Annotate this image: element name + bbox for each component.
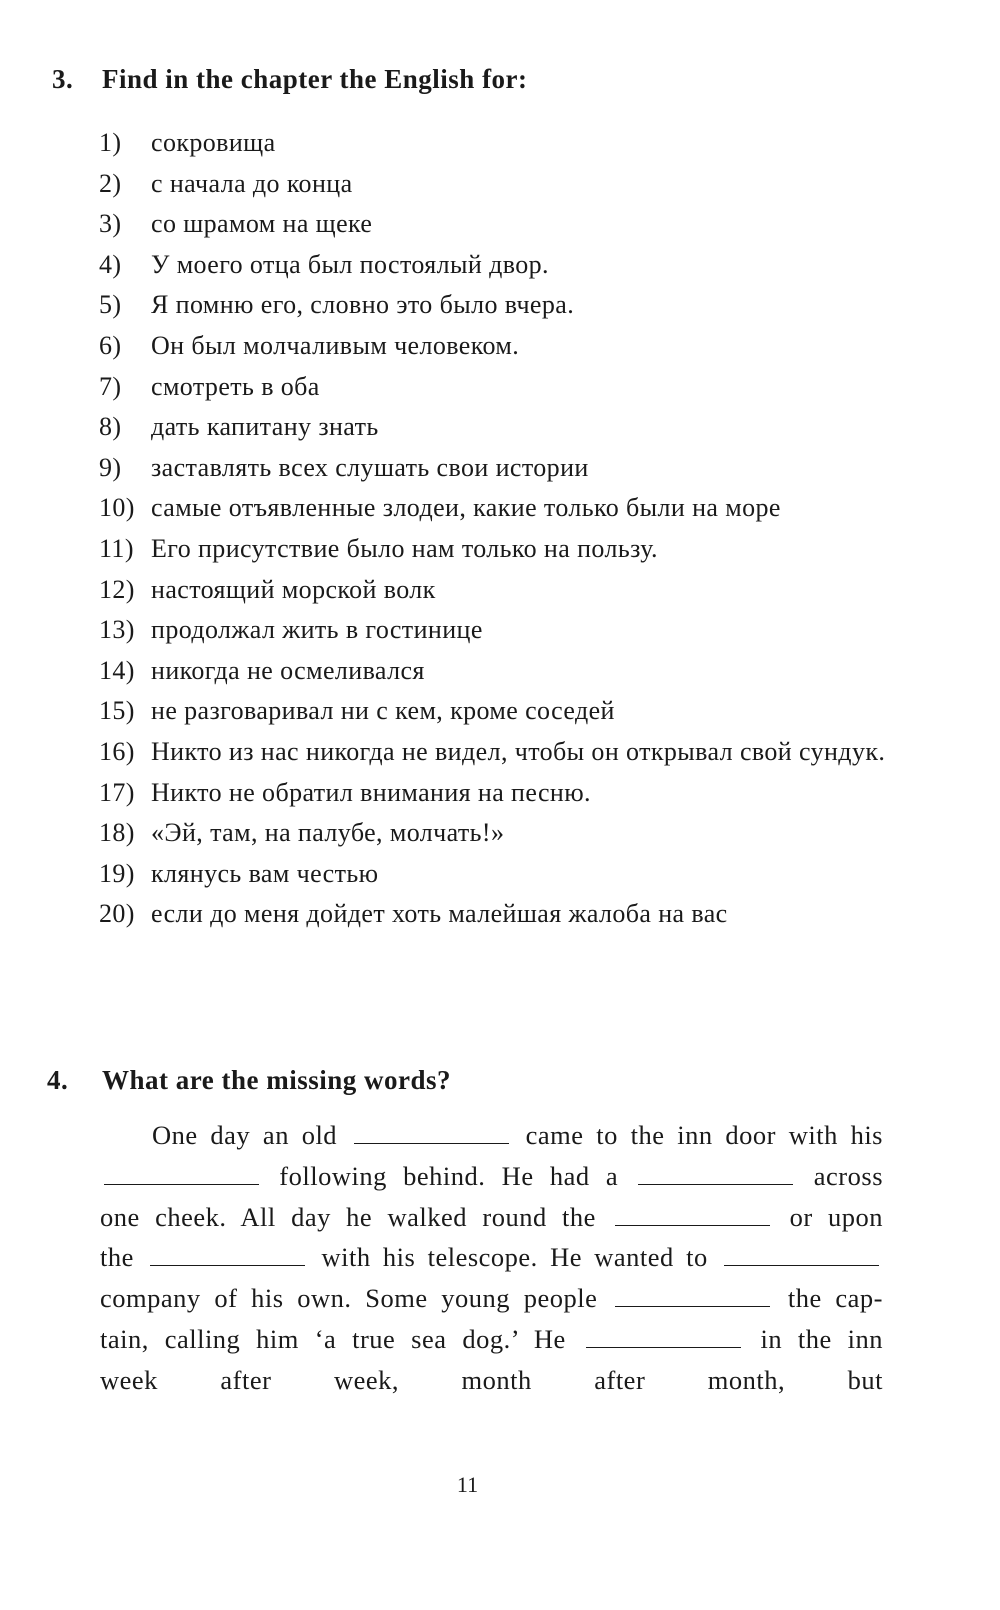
blank-line — [354, 1123, 509, 1144]
list-item — [99, 326, 889, 367]
item-text: клянусь вам честью — [151, 858, 379, 888]
item-text: «Эй, там, на палубе, молчать!» — [151, 818, 505, 848]
item-number: 1) — [99, 128, 122, 157]
list-item — [99, 245, 889, 286]
item-number: 20) — [99, 899, 135, 929]
list-item — [99, 894, 889, 935]
item-text: Никто из нас никогда не видел, чтобы он открывал свой сундук. — [151, 736, 886, 766]
item-text: с начала до конца — [151, 168, 353, 198]
list-item — [99, 610, 889, 651]
blank-line — [586, 1327, 741, 1348]
list-item — [99, 488, 889, 529]
blank-line — [104, 1164, 259, 1185]
item-number: 8) — [99, 412, 122, 442]
exercise-4-title: What are the missing words? — [102, 1065, 452, 1095]
item-text: со шрамом на щеке — [151, 209, 373, 239]
list-item — [99, 204, 889, 245]
item-number: 16) — [99, 736, 135, 766]
list-item — [99, 854, 889, 895]
item-number: 12) — [99, 574, 135, 604]
item-number: 17) — [99, 777, 135, 807]
item-text: никогда не осмеливался — [151, 655, 425, 685]
cloze-text: in the inn week after week, month after month, but — [100, 1323, 884, 1395]
item-number: 3) — [99, 209, 122, 239]
list-item — [99, 285, 889, 326]
cloze-text: the cap-tain, calling him ‘a true sea dog.’ He — [100, 1283, 884, 1354]
list-item — [99, 448, 889, 489]
item-text: сокровища — [151, 128, 276, 157]
blank-line — [724, 1245, 879, 1266]
blank-line — [615, 1205, 770, 1226]
item-number: 7) — [99, 371, 122, 401]
item-number: 6) — [99, 330, 122, 360]
list-item — [99, 123, 889, 164]
cloze-text: across one cheek. All day he walked round the — [100, 1160, 884, 1232]
list-item — [99, 570, 889, 611]
item-text: дать капитану знать — [151, 412, 379, 442]
item-text: Никто не обратил внимания на песню. — [151, 777, 591, 807]
blank-line — [638, 1164, 793, 1185]
item-number: 15) — [99, 696, 135, 726]
exercise-3-number: 3. — [52, 64, 74, 94]
item-text: настоящий морской волк — [151, 574, 436, 604]
item-text: не разговаривал ни с кем, кроме соседей — [151, 696, 615, 726]
cloze-text: came to the inn door with his — [525, 1120, 883, 1150]
item-text: если до меня дойдет хоть малейшая жалоба на вас — [151, 899, 728, 929]
list-item — [99, 732, 889, 773]
item-text: смотреть в оба — [151, 371, 320, 401]
list-item — [99, 813, 889, 854]
exercise-4-number: 4. — [47, 1065, 69, 1095]
item-number: 4) — [99, 249, 122, 279]
list-item — [99, 164, 889, 205]
list-item — [99, 773, 889, 814]
list-item — [99, 529, 889, 570]
list-item — [99, 651, 889, 692]
cloze-text: or upon the — [100, 1201, 884, 1273]
blank-line — [150, 1245, 305, 1266]
item-text: У моего отца был постоялый двор. — [151, 249, 549, 279]
item-number: 19) — [99, 858, 135, 888]
item-number: 5) — [99, 290, 122, 320]
item-text: Я помню его, словно это было вчера. — [151, 290, 575, 320]
item-text: Его присутствие было нам только на пользу. — [151, 533, 658, 563]
item-text: самые отъявленные злодеи, какие только были на море — [151, 493, 781, 523]
list-item — [99, 691, 889, 732]
exercise-3-heading — [52, 64, 752, 104]
item-text: продолжал жить в гостинице — [151, 615, 483, 645]
list-item — [99, 407, 889, 448]
cloze-paragraph — [100, 1115, 883, 1401]
item-number: 2) — [99, 168, 122, 198]
cloze-text: company of his own. Some young people — [100, 1283, 598, 1314]
page-number: 11 — [456, 1472, 479, 1497]
exercise-4-heading — [47, 1065, 747, 1105]
cloze-text: One day an old — [152, 1120, 338, 1150]
item-number: 14) — [99, 655, 135, 685]
item-number: 11) — [99, 533, 134, 563]
item-number: 18) — [99, 818, 135, 848]
item-text: Он был молчаливым человеком. — [151, 330, 520, 360]
item-number: 9) — [99, 452, 122, 482]
exercise-3-title: Find in the chapter the English for: — [102, 64, 528, 94]
item-number: 13) — [99, 615, 135, 645]
item-number: 10) — [99, 493, 135, 523]
translation-list — [99, 123, 889, 935]
list-item — [99, 367, 889, 408]
cloze-text: with his telescope. He wanted to — [321, 1242, 708, 1273]
blank-line — [615, 1286, 770, 1307]
cloze-text: following behind. He had a — [279, 1160, 619, 1191]
item-text: заставлять всех слушать свои истории — [151, 452, 589, 482]
